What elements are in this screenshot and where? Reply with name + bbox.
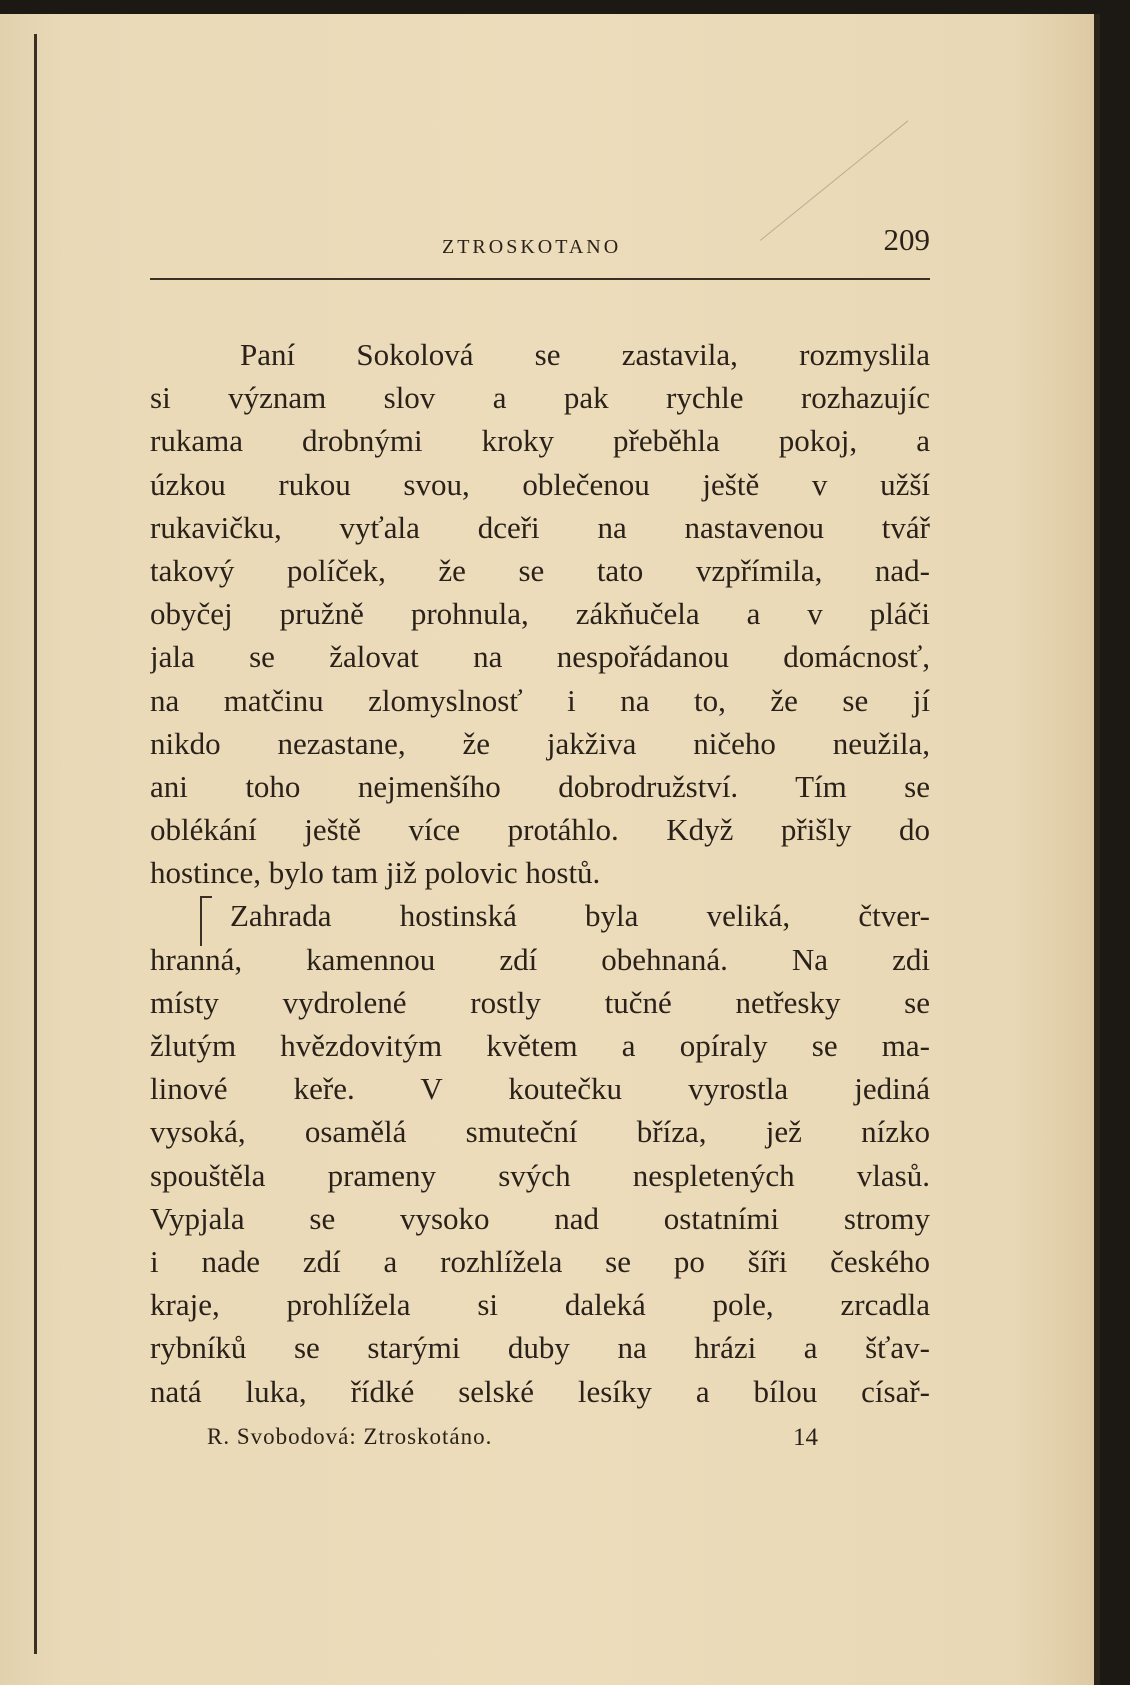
paragraph bbox=[150, 333, 930, 894]
text-line: Paní Sokolová se zastavila, rozmyslila bbox=[240, 337, 930, 372]
text-line: nikdo nezastane, že jakživa ničeho neužila, bbox=[150, 725, 930, 761]
text-line: takový políček, že se tato vzpřímila, nad- bbox=[150, 552, 930, 588]
page-number: 209 bbox=[883, 222, 930, 257]
text-line: úzkou rukou svou, oblečenou ještě v užší bbox=[150, 466, 930, 502]
text-line: jala se žalovat na nespořádanou domácnosť, bbox=[150, 639, 930, 675]
text-line: Zahrada hostinská byla veliká, čtver- bbox=[230, 898, 930, 934]
text-line: rukavičku, vyťala dceři na nastavenou tvář bbox=[150, 509, 930, 545]
text-line: i nade zdí a rozhlížela se po šíři českého bbox=[150, 1243, 930, 1279]
footer-signature: R. Svobodová: Ztroskotáno. bbox=[207, 1424, 493, 1449]
text-line: na matčinu zlomyslnosť i na to, že se jí bbox=[150, 682, 930, 718]
text-line: obyčej pružně prohnula, zákňučela a v pláči bbox=[150, 596, 930, 632]
body-text bbox=[150, 333, 930, 1413]
spine-shadow bbox=[34, 34, 37, 1654]
text-line: spouštěla prameny svých nespletených vlasů. bbox=[150, 1157, 930, 1193]
text-line: žlutým hvězdovitým květem a opíraly se ma- bbox=[150, 1028, 930, 1063]
text-line: kraje, prohlížela si daleká pole, zrcadla bbox=[150, 1287, 930, 1323]
text-line: natá luka, řídké selské lesíky a bílou císař- bbox=[150, 1373, 930, 1409]
text-line: rukama drobnými kroky přeběhla pokoj, a bbox=[150, 423, 930, 459]
paragraph bbox=[150, 894, 930, 1412]
page-edge bbox=[1094, 14, 1100, 1685]
page-header bbox=[150, 222, 930, 270]
text-line: rybníků se starými duby na hrázi a šťav- bbox=[150, 1330, 930, 1366]
text-line: ani toho nejmenšího dobrodružství. Tím se bbox=[150, 768, 930, 804]
text-line: místy vydrolené rostly tučné netřesky se bbox=[150, 984, 930, 1020]
sheet-number: 14 bbox=[793, 1424, 818, 1451]
text-line: vysoká, osamělá smuteční bříza, jež nízko bbox=[150, 1114, 930, 1150]
text-line: oblékání ještě více protáhlo. Když přišly do bbox=[150, 812, 930, 848]
header-rule bbox=[150, 278, 930, 280]
text-line: linové keře. V koutečku vyrostla jediná bbox=[150, 1071, 930, 1107]
running-title: ZTROSKOTANO bbox=[442, 236, 622, 258]
text-line: hranná, kamennou zdí obehnaná. Na zdi bbox=[150, 941, 930, 977]
text-line: Vypjala se vysoko nad ostatními stromy bbox=[150, 1200, 930, 1236]
text-line: hostince, bylo tam již polovic hostů. bbox=[150, 855, 601, 891]
text-line: si význam slov a pak rychle rozhazujíc bbox=[150, 380, 930, 416]
margin-bracket-mark bbox=[200, 896, 212, 946]
